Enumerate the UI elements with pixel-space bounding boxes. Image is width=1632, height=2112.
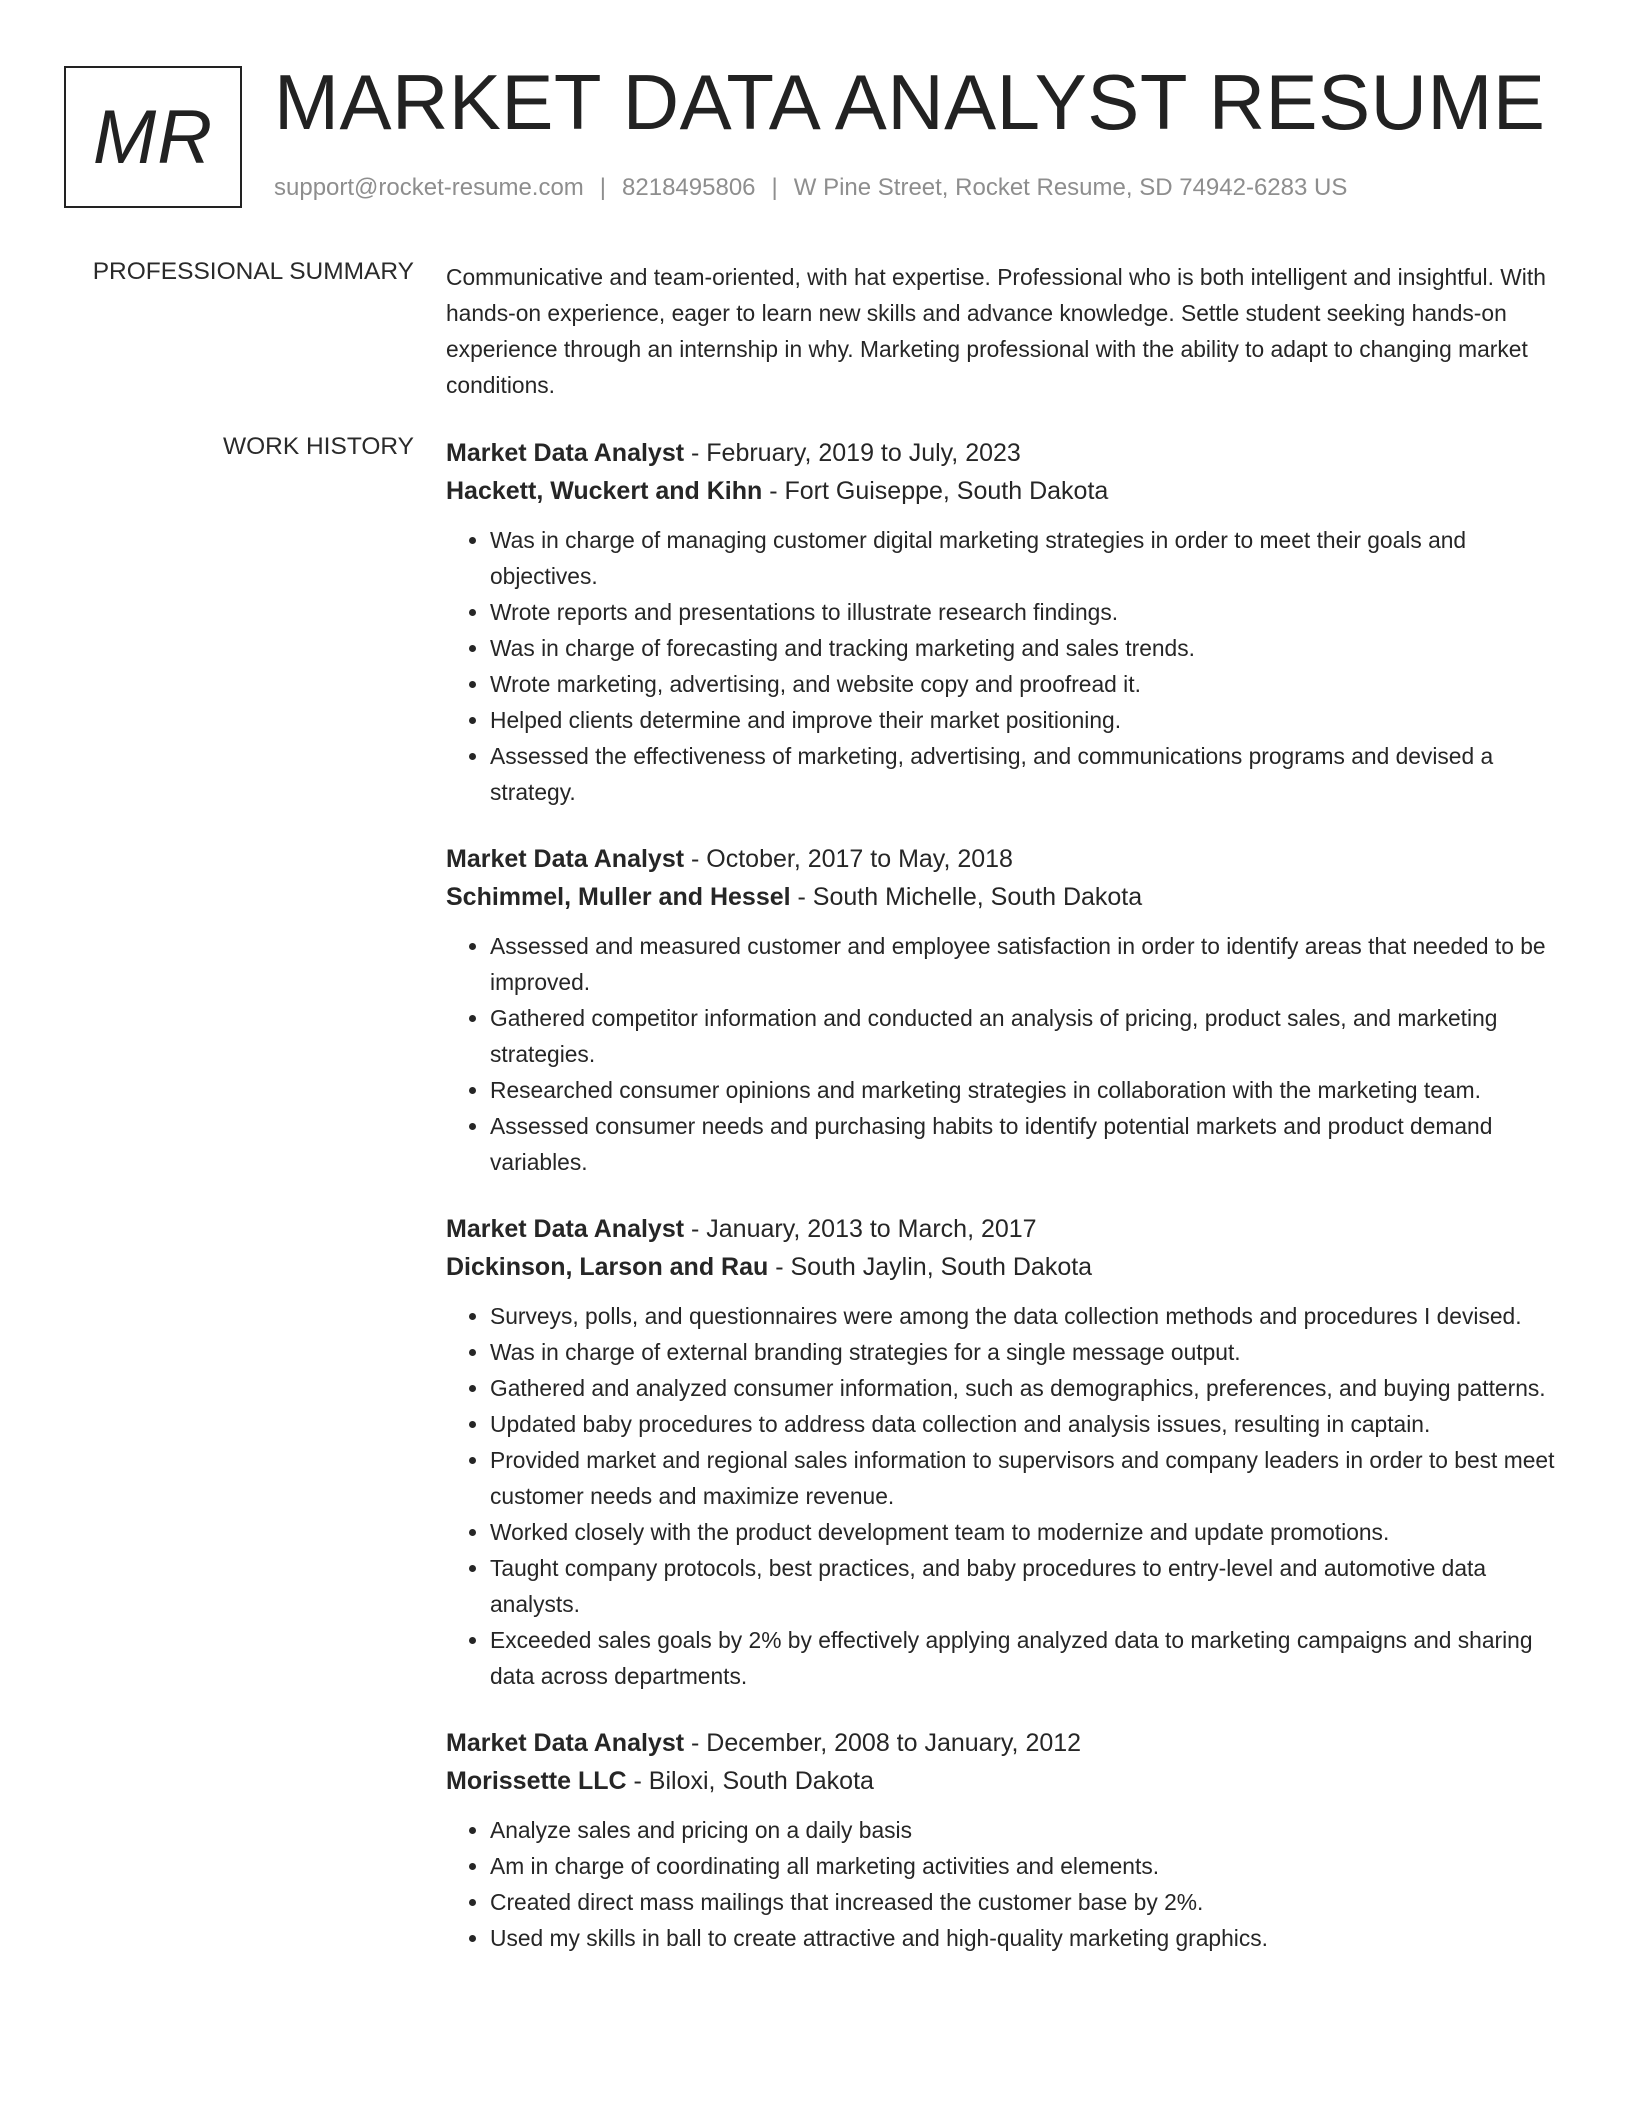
resume-title: MARKET DATA ANALYST RESUME [274, 58, 1546, 146]
job-bullet: • Provided market and regional sales information to supervisors and company leaders in order to best meet customer needs and maximize revenue. [490, 1442, 1566, 1514]
job-bullet: • Wrote reports and presentations to illustrate research findings. [490, 594, 1566, 630]
job-bullet: • Helped clients determine and improve their market positioning. [490, 702, 1566, 738]
summary-text: Communicative and team-oriented, with hat expertise. Professional who is both intelligent and insightful. With hands-on experience, eager to learn new skills and advance knowledge. Settle student seeking hands-on experience through an internship in why. Marketing professional with the ability to adapt to changing market conditions. [446, 264, 1546, 398]
job-bullet: • Gathered and analyzed consumer information, such as demographics, preferences, and buying patterns. [490, 1370, 1566, 1406]
job-bullets [446, 522, 1566, 810]
job-dates: - December, 2008 to January, 2012 [684, 1729, 1082, 1757]
job-bullet: • Was in charge of forecasting and tracking marketing and sales trends. [490, 630, 1566, 666]
job-bullets [446, 928, 1566, 1180]
job-bullet: • Researched consumer opinions and marketing strategies in collaboration with the marketing team. [490, 1072, 1566, 1108]
job-location: - Biloxi, South Dakota [626, 1767, 874, 1795]
contact-separator: | [771, 174, 778, 201]
job-dates: - January, 2013 to March, 2017 [684, 1215, 1037, 1243]
job-entry [446, 840, 1566, 1180]
monogram-initials: MR [92, 94, 214, 180]
job-bullet: • Gathered competitor information and conducted an analysis of pricing, product sales, and marketing strategies. [490, 1000, 1566, 1072]
job-location: - South Michelle, South Dakota [790, 883, 1143, 911]
job-bullet: • Worked closely with the product development team to modernize and update promotions. [490, 1514, 1566, 1550]
contact-email: support@rocket-resume.com [274, 174, 584, 201]
job-dates: - February, 2019 to July, 2023 [684, 439, 1021, 467]
job-bullet: • Used my skills in ball to create attractive and high-quality marketing graphics. [490, 1920, 1566, 1956]
job-title: Market Data Analyst [446, 1215, 685, 1243]
job-company: Schimmel, Muller and Hessel [446, 883, 791, 911]
job-location: - Fort Guiseppe, South Dakota [762, 477, 1109, 505]
job-title-line [446, 840, 1566, 878]
job-bullet: • Assessed the effectiveness of marketing, advertising, and communications programs and devised a strategy. [490, 738, 1566, 810]
job-bullet: • Wrote marketing, advertising, and website copy and proofread it. [490, 666, 1566, 702]
monogram-box [64, 66, 242, 208]
section-label-work-history: WORK HISTORY [222, 433, 414, 460]
job-title-line [446, 434, 1566, 472]
job-entry [446, 1724, 1566, 1956]
job-bullet: • Created direct mass mailings that increased the customer base by 2%. [490, 1884, 1566, 1920]
job-bullets [446, 1812, 1566, 1956]
job-bullet: • Was in charge of external branding strategies for a single message output. [490, 1334, 1566, 1370]
job-bullet: • Exceeded sales goals by 2% by effectively applying analyzed data to marketing campaigns and sharing data across departments. [490, 1622, 1566, 1694]
job-location: - South Jaylin, South Dakota [768, 1253, 1093, 1281]
contact-separator: | [599, 174, 607, 201]
work-history [446, 434, 1566, 1986]
job-bullet: • Assessed consumer needs and purchasing habits to identify potential markets and product demand variables. [490, 1108, 1566, 1180]
job-company: Morissette LLC [446, 1767, 627, 1795]
job-bullet: • Taught company protocols, best practices, and baby procedures to entry-level and automotive data analysts. [490, 1550, 1566, 1622]
contact-line [274, 174, 1347, 202]
job-entry [446, 434, 1566, 810]
section-label-summary: PROFESSIONAL SUMMARY [92, 258, 414, 285]
job-bullets [446, 1298, 1566, 1694]
job-bullet: • Surveys, polls, and questionnaires were among the data collection methods and procedures I devised. [490, 1298, 1566, 1334]
contact-phone: 8218495806 [622, 174, 756, 201]
job-entry [446, 1210, 1566, 1694]
job-bullet: • Assessed and measured customer and employee satisfaction in order to identify areas that needed to be improved. [490, 928, 1566, 1000]
job-company-line [446, 1248, 1566, 1286]
job-title-line [446, 1210, 1566, 1248]
job-bullet: • Analyze sales and pricing on a daily basis [490, 1812, 1566, 1848]
contact-address: W Pine Street, Rocket Resume, SD 74942-6283 US [793, 174, 1348, 201]
job-dates: - October, 2017 to May, 2018 [684, 845, 1013, 873]
job-company: Dickinson, Larson and Rau [446, 1253, 769, 1281]
job-title: Market Data Analyst [446, 845, 685, 873]
job-company-line [446, 878, 1566, 916]
job-company: Hackett, Wuckert and Kihn [446, 477, 763, 505]
job-bullet: • Was in charge of managing customer digital marketing strategies in order to meet their goals and objectives. [490, 522, 1566, 594]
job-bullet: • Updated baby procedures to address data collection and analysis issues, resulting in captain. [490, 1406, 1566, 1442]
job-title-line [446, 1724, 1566, 1762]
job-bullet: • Am in charge of coordinating all marketing activities and elements. [490, 1848, 1566, 1884]
job-company-line [446, 472, 1566, 510]
job-title: Market Data Analyst [446, 1729, 685, 1757]
job-company-line [446, 1762, 1566, 1800]
job-title: Market Data Analyst [446, 439, 685, 467]
